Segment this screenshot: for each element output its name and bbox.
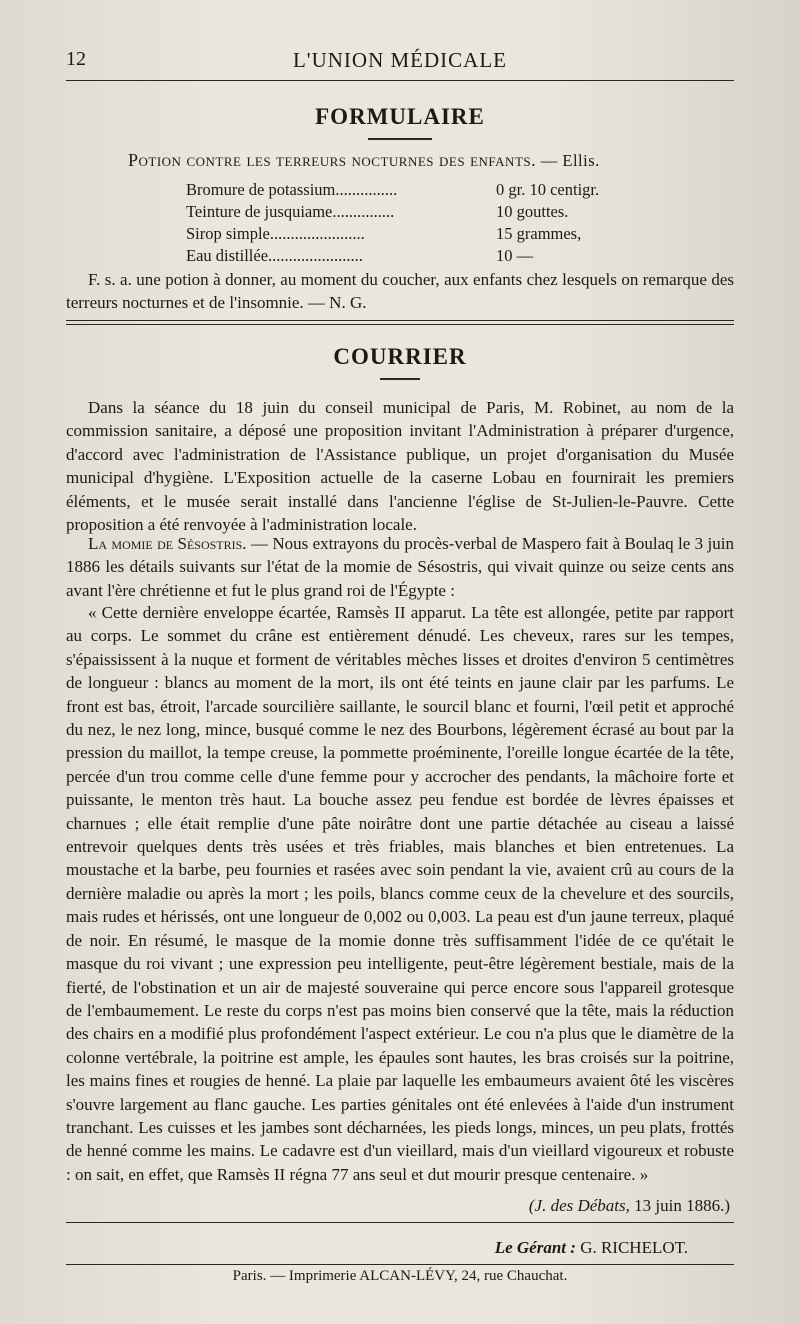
citation [529, 1196, 730, 1216]
mummy-section-label: La momie de Sésostris. [88, 534, 247, 553]
formulaire-heading: FORMULAIRE [315, 104, 485, 129]
manager-line [495, 1238, 688, 1258]
ingredient-qty: 10 gouttes. [496, 202, 569, 221]
ingredient-qty: 0 gr. 10 centigr. [496, 180, 600, 199]
mummy-description-quote: « Cette dernière enveloppe écartée, Ramsès II apparut. La tête est allongée, petite par rapport au corps. Le sommet du crâne est entièrement dénudé. Les cheveux, rares sur les tempes, s'épaississent à la nuque et forment de véritables mèches lisses et droites d'environ 5 centimètres de longueur : blancs au moment de la mort, ils ont été teints en jaune clair par les parfums. Le front est bas, étroit, l'arcade sourcilière saillante, le sourcil blanc et fourni, l'œil petit et approché du nez, le nez long, mince, busqué comme le nez des Bourbons, légèrement écrasé au bout par la pression du maillot, la tempe creuse, la pommette proéminente, l'oreille longue écartée de la tête, percée d'un trou comme celle d'une femme pour y accrocher des pendants, la mâchoire forte et puissante, le menton très haut. La bouche assez peu fendue est bordée de lèvres épaisses et charnues ; elle était remplie d'une pâte noirâtre dont une partie détachée au ciseau a laissé entrevoir quelques dents très usées et très friables, mais blanches et bien entretenues. La moustache et la barbe, peu fournies et rasées avec soin pendant la vie, avaient crû au cours de la dernière maladie ou après la mort ; les poils, blancs comme ceux de la chevelure et des sourcils, mais rudes et hérissés, ont une longueur de 0,002 ou 0,003. La peau est d'un jaune terreux, plaqué de noir. En résumé, le masque de la momie donne très suffisamment l'idée de ce qu'était le masque du roi vivant ; une expression peu intelligente, peut-être légèrement bestiale, mais de la fierté, de l'obstination et un air de majesté souveraine qui perce encore sous l'appareil grotesque de l'embaumement. Le reste du corps n'est pas moins bien conservé que la tête, mais la réduction des chairs en a modifié plus profondément l'aspect extérieur. Le cou n'a plus que le diamètre de la colonne vertébrale, la poitrine est ample, les épaules sont hautes, les bras croisés sur la poitrine, les mains fines et rougies de henné. La plaie par laquelle les embaumeurs avaient ôté les viscères s'ouvre largement au flanc gauche. Les parties génitales ont été enlevées à l'aide d'un instrument tranchant. Les cuisses et les jambes sont décharnées, les pieds longs, minces, un peu plats, frottés de henné comme les mains. Le cadavre est d'un vieillard, mais d'un vieillard vigoureux et robuste : on sait, en effet, que Ramsès II régna 77 ans seul et dut mourir presque centenaire. » [66, 603, 734, 1184]
running-title: L'UNION MÉDICALE [292, 48, 507, 72]
recipe-title: Potion contre les terreurs nocturnes des enfants. [128, 150, 537, 170]
recipe-title-line [128, 150, 690, 171]
printer-imprint: Paris. — Imprimerie ALCAN-LÉVY, 24, rue Chauchat. [232, 1268, 568, 1284]
mummy-intro-text: — Nous extrayons du procès-verbal de Maspero fait à Boulaq le 3 juin 1886 les détails suivants sur l'état de la momie de Sésostris, qui vivait quinze ou seize cents ans avant l'ère chrétienne et fut le plus grand roi de l'Égypte : [66, 534, 734, 600]
ingredient-qty: 15 grammes, [496, 224, 582, 243]
courrier-heading: COURRIER [333, 344, 467, 369]
page-number: 12 [66, 48, 86, 70]
ingredient-qty: 10 — [496, 246, 534, 265]
section-divider-bottom [66, 324, 734, 325]
ingredient-name: Teinture de jusquiame............... [186, 202, 395, 221]
ingredient-name: Eau distillée....................... [186, 246, 363, 265]
manager-name: G. RICHELOT. [580, 1238, 688, 1257]
citation-date: 13 juin 1886.) [634, 1196, 730, 1215]
recipe-instructions: F. s. a. une potion à donner, au moment du coucher, aux enfants chez lesquels on remarque des terreurs nocturnes et de l'insomnie. — N. G. [66, 270, 734, 313]
section-divider-top [66, 320, 734, 321]
recipe-author: — Ellis. [540, 151, 600, 170]
ingredient-name: Bromure de potassium............... [186, 180, 398, 199]
courrier-paragraph: Dans la séance du 18 juin du conseil municipal de Paris, M. Robinet, au nom de la commission sanitaire, a déposé une proposition invitant l'Administration à préparer d'urgence, d'accord avec l'administration de l'Assistance publique, un projet d'organisation du Musée municipal d'hygiène. L'Exposition actuelle de la caserne Lobau en fournirait les premiers éléments, et le musée serait installé dans l'ancienne l'église de St-Julien-le-Pauvre. Cette proposition a été renvoyée à l'administration locale. [66, 398, 734, 535]
mummy-intro-paragraph [66, 532, 734, 602]
courrier-underline [380, 378, 420, 380]
page-header [66, 44, 734, 74]
footer-rule-top [66, 1222, 734, 1223]
citation-source: (J. des Débats, [528, 1196, 630, 1215]
ingredient-name: Sirop simple....................... [186, 224, 365, 243]
manager-label: Le Gérant : [494, 1238, 576, 1257]
header-rule [66, 80, 734, 81]
formulaire-underline [368, 138, 432, 140]
footer-rule-bottom [66, 1264, 734, 1265]
